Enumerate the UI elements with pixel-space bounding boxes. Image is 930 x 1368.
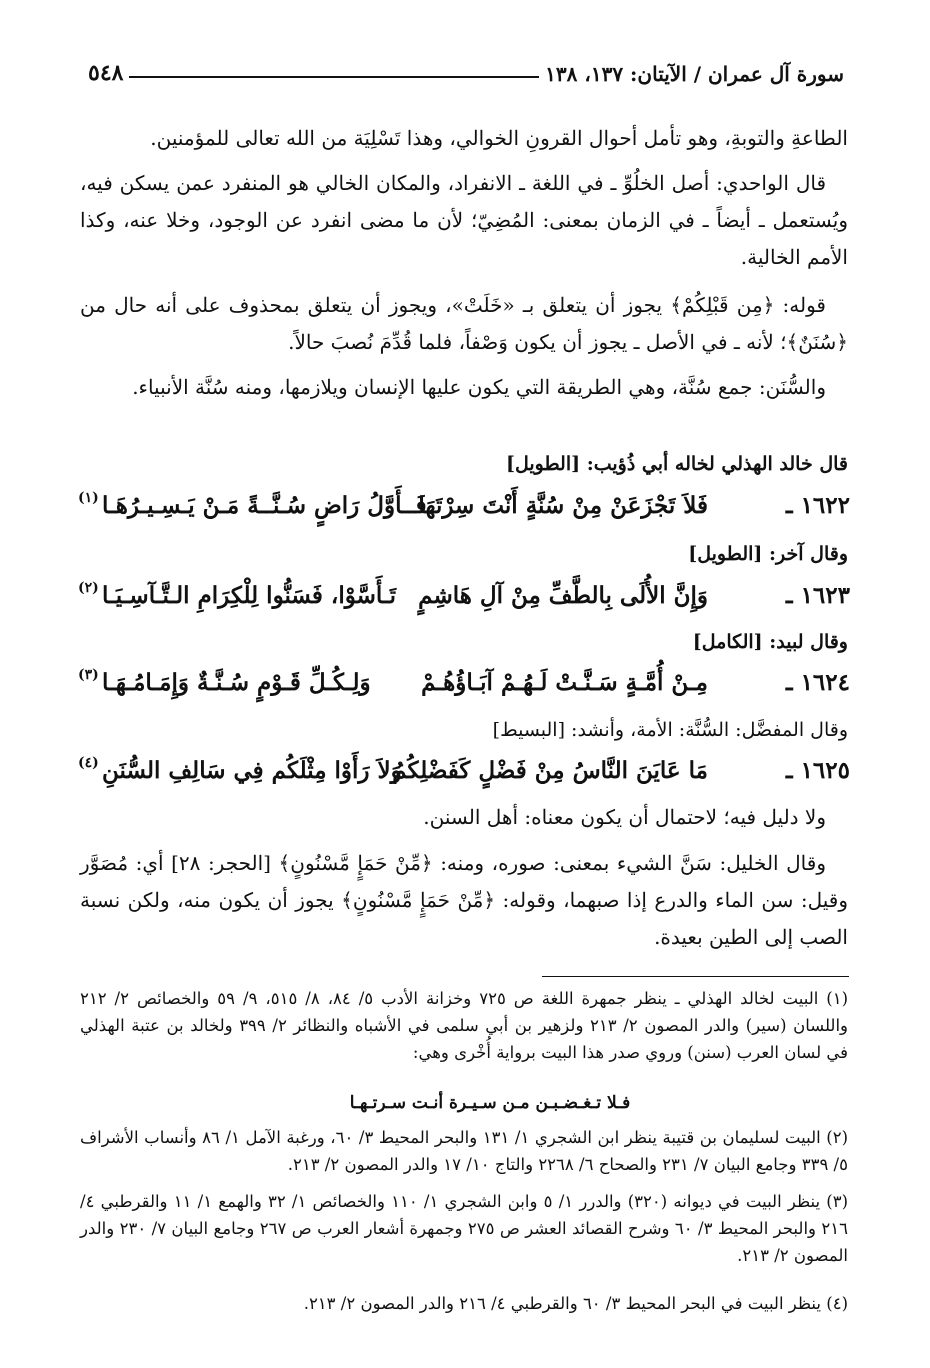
verse-first-hemistich: مَا عَايَنَ النَّاسُ مِنْ فَضْلٍ كَفَضْلِكُمُ (392, 757, 708, 784)
footnote-marker: (٣) (78, 667, 99, 683)
paragraph-3: قوله: ﴿مِن قَبْلِكُمْ﴾ يجوز أن يتعلق بـ «خَلَتْ»، ويجوز أن يتعلق بمحذوف على أنه حال من ﴿سُنَنٌ﴾؛ لأنه ـ في الأصل ـ يجوز أن يكون وَصْفاً، فلما قُدِّمَ نُصبَ حالاً. (80, 293, 848, 354)
verse-number: ١٦٢٢ ـ (785, 492, 850, 519)
footnote-2: (٢) البيت لسليمان بن قتيبة ينظر ابن الشجري ١/ ١٣١ والبحر المحيط ٣/ ٦٠، ورغبة الآمل ١/ ٨٦ وأنساب الأشراف ٥/ ٣٣٩ وجامع البيان ٧/ ٢٣١ والصحاح ٦/ ٢٢٦٨ والتاج ١٠/ ١٧ والدر المصون ٢/ ٢١٣. (80, 1128, 848, 1174)
verse-1624 (78, 664, 850, 702)
paragraph-6: وقال الخليل: سَنَّ الشيء بمعنى: صوره، ومنه: ﴿مِّنْ حَمَإٍ مَّسْنُونٍ﴾ [الحجر: ٢٨] أي: مُصَوَّر وقيل: سن الماء والدرع إذا صبهما، وقوله: ﴿مِّنْ حَمَإٍ مَّسْنُونٍ﴾ يجوز أن يكون منه، ولكن نسبة الصب إلى الطين بعيدة. (80, 851, 848, 949)
verse-first-hemistich: فَلاَ تَجْزَعَنْ مِنْ سُنَّةٍ أَنْتَ سِرْتَهَا (418, 492, 708, 519)
footnote-marker: (١) (78, 490, 99, 506)
verse-number: ١٦٢٣ ـ (785, 582, 850, 609)
header-rule (129, 76, 539, 78)
verse-intro-2: وقال آخر: [الطويل] (688, 543, 848, 565)
footnote-marker: (٢) (78, 580, 99, 596)
verse-intro-1: قال خالد الهذلي لخاله أبي ذُؤيب: [الطويل] (505, 453, 848, 475)
verse-number: ١٦٢٥ ـ (785, 757, 850, 784)
verse-first-hemistich: وَإِنَّ الأُلَى بِالطَّفِّ مِنْ آلِ هَاشِمٍ (418, 582, 708, 609)
footnote-separator (542, 976, 849, 977)
page-number: ٥٤٨ (88, 60, 124, 86)
verse-intro-3: وقال لبيد: [الكامل] (692, 631, 848, 653)
footnote-marker: (٤) (78, 755, 99, 771)
footnote-1: (١) البيت لخالد الهذلي ـ ينظر جمهرة اللغة ص ٧٢٥ وخزانة الأدب ٥/ ٨٤، ٨/ ٥١٥، ٩/ ٥٩ والخصائص ٢/ ٢١٢ واللسان (سير) والدر المصون ٢/ ٢١٣ ولزهير بن أبي سلمى في الأشباه والنظائر ٢/ ٣٩٩ ولخالد بن عتبة الهذلي في لسان العرب (سنن) وروي صدر هذا البيت برواية أُخْرى وهي: (80, 989, 849, 1062)
page-header (80, 50, 850, 84)
verse-second-hemistich: تَـأَسَّوْا، فَسَنُّوا لِلْكِرَامِ الـتَّـآسِـيَـا (102, 582, 397, 609)
verse-1622 (78, 487, 850, 525)
verse-second-hemistich: فَــأَوَّلُ رَاضٍ سُـنَّــةً مَـنْ يَـسِـيـرُهَـا (102, 492, 427, 519)
verse-first-hemistich: مِـنْ أُمَّـةٍ سَـنَّـتْ لَـهُـمْ آبَـاؤُهُـمْ (421, 669, 708, 696)
verse-intro-4: وقال المفضَّل: السُّنَّة: الأمة، وأنشد: [البسيط] (492, 719, 848, 741)
paragraph-2: قال الواحدي: أصل الخلُوِّ ـ في اللغة ـ الانفراد، والمكان الخالي هو المنفرد عمن يسكن فيه، ويُستعمل ـ أيضاً ـ في الزمان بمعنى: المُضِيّ؛ لأن ما مضى انفرد عن الوجود، وخلا عنه، وكذا الأمم الخالية. (80, 171, 848, 269)
sura-title: سورة آل عمران / الآيتان: ١٣٧، ١٣٨ (545, 62, 844, 86)
verse-second-hemistich: وَلاَ رَأَوْا مِثْلَكُم فِي سَالِفِ السُّنَنِ (102, 757, 402, 784)
verse-number: ١٦٢٤ ـ (785, 669, 850, 696)
verse-1625 (78, 752, 850, 790)
verse-second-hemistich: وَلِـكُـلِّ قَـوْمٍ سُـنَّـةٌ وَإِمَـامُـهَـا (102, 669, 371, 696)
footnote-3: (٣) ينظر البيت في ديوانه (٣٢٠) والدرر ١/ ٥ وابن الشجري ١/ ١١٠ والخصائص ١/ ٣٢ والهمع ١/ ١١ والقرطبي ٤/ ٢١٦ والبحر المحيط ٣/ ٦٠ وشرح القصائد العشر ص ٢٧٥ وجمهرة أشعار العرب ص ٢٦٧ وجامع البيان ٧/ ٢٣٠ والدر المصون ٢/ ٢١٣. (80, 1192, 849, 1265)
paragraph-5: ولا دليل فيه؛ لاحتمال أن يكون معناه: أهل السنن. (423, 805, 826, 829)
footnote-4: (٤) ينظر البيت في البحر المحيط ٣/ ٦٠ والقرطبي ٤/ ٢١٦ والدر المصون ٢/ ٢١٣. (303, 1294, 848, 1313)
verse-1623 (78, 577, 850, 615)
paragraph-4: والسُّنَن: جمع سُنَّة، وهي الطريقة التي يكون عليها الإنسان ويلازمها، ومنه سُنَّة الأنبياء. (132, 375, 826, 399)
paragraph-1: الطاعةِ والتوبةِ، وهو تأمل أحوال القرونِ الخوالي، وهذا تَسْلِيَة من الله تعالى للمؤمنين. (150, 126, 848, 150)
footnote-1-verse: فـلا تـغـضـبـن مـن سـيـرة أنـت سـرتـهـا (349, 1093, 631, 1113)
